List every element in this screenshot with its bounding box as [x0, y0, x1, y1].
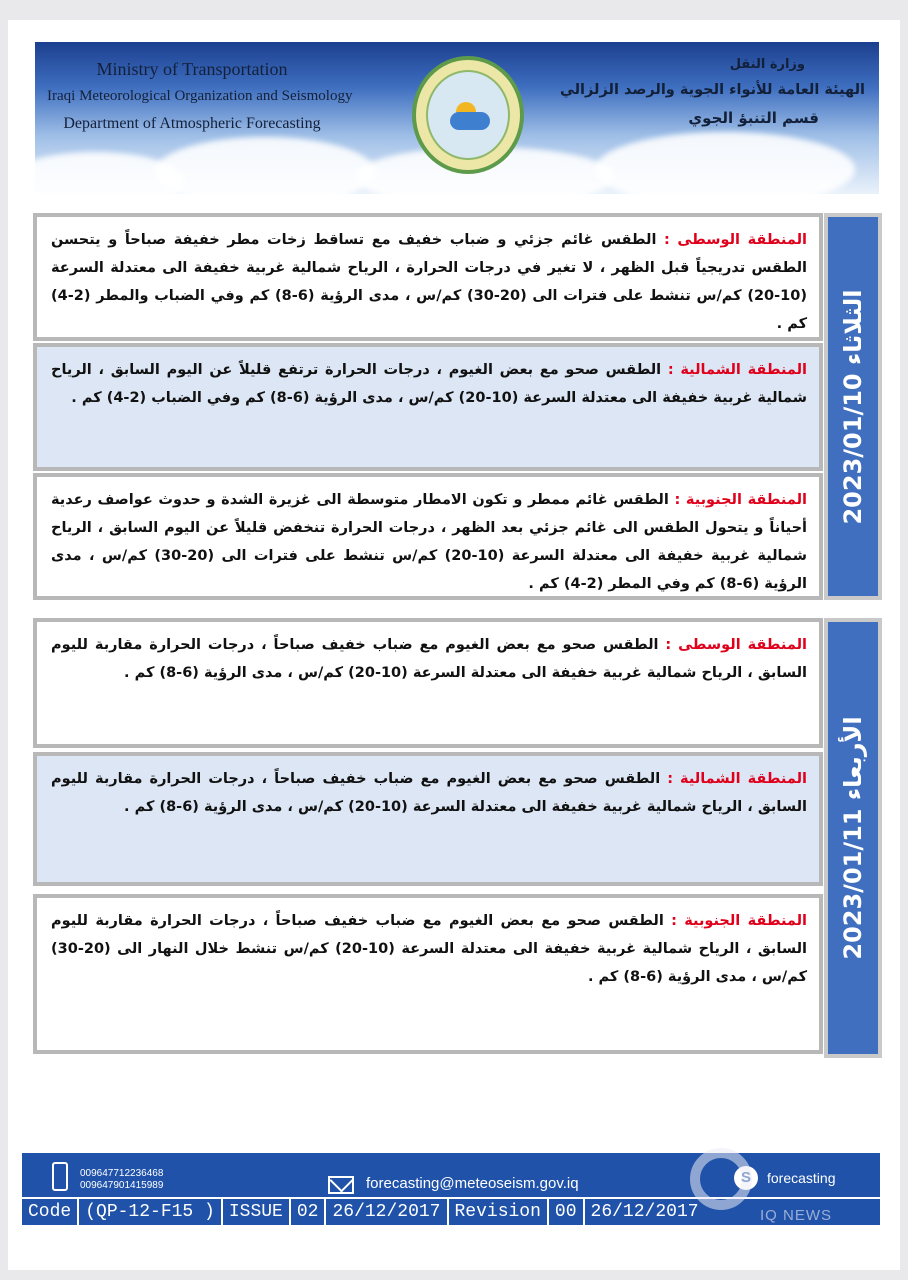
organization-name-en: Iraqi Meteorological Organization and Seismology: [47, 88, 353, 104]
forecast-day-2: [33, 618, 882, 1058]
header-english: [47, 56, 353, 137]
header-arabic: [559, 54, 865, 132]
ministry-name-en: Ministry of Transportation: [96, 59, 288, 79]
logo-emblem: [426, 70, 510, 160]
region-title: المنطقة الجنوبية :: [671, 913, 807, 929]
region-title: المنطقة الشمالية :: [667, 362, 807, 378]
organization-name-ar: الهيئة العامة للأنواء الجوية والرصد الزلزالي: [559, 82, 865, 98]
department-name-en: Department of Atmospheric Forecasting: [63, 115, 321, 132]
revision-date: 26/12/2017: [590, 1202, 699, 1222]
forecast-page: [8, 20, 900, 1270]
region-title: المنطقة الجنوبية :: [674, 492, 807, 508]
revision-number: 00: [549, 1199, 585, 1225]
date-label: الثلاثاء 2023/01/10: [839, 288, 867, 525]
region-box-south: [33, 894, 823, 1054]
phone-number: 009647901415989: [80, 1180, 164, 1191]
region-box-north: [33, 343, 823, 471]
document-code-row: [22, 1197, 880, 1225]
code-value: (QP-12-F15 ): [79, 1199, 223, 1225]
phone-numbers: [80, 1168, 163, 1192]
issue-label: ISSUE: [223, 1199, 291, 1225]
region-title: المنطقة الوسطى :: [664, 232, 807, 248]
region-forecast-text: الطقس غائم جزئي و ضباب خفيف مع تساقط زخات مطر خفيفة صباحاً و يتحسن الطقس تدريجياً قبل الظهر ، لا تغير في درجات الحرارة ، الرياح شمالية غربية خفيفة الى معتدلة السرعة (10-20) كم/س تنشط على فترات الى (20-30) كم/س ، مدى الرؤية (6-8) كم وفي الضباب والمطر (2-4) كم .: [51, 232, 807, 332]
issue-date: 26/12/2017: [326, 1199, 448, 1225]
issue-number: 02: [291, 1199, 327, 1225]
skype-handle: forecasting: [767, 1170, 836, 1186]
cloud-decoration: [155, 137, 375, 194]
department-name-ar: قسم التنبؤ الجوي: [688, 109, 819, 127]
organization-logo: [412, 56, 524, 174]
mail-icon: [328, 1176, 354, 1194]
contact-footer: [22, 1153, 880, 1225]
skype-icon: S: [734, 1166, 758, 1190]
cloud-icon: [450, 112, 490, 130]
watermark-logo: [690, 1148, 752, 1210]
region-box-south: [33, 473, 823, 600]
header-banner: [35, 42, 879, 194]
code-label: Code: [22, 1199, 79, 1225]
region-title: المنطقة الشمالية :: [667, 771, 807, 787]
region-forecast-text: الطقس صحو مع بعض الغيوم مع ضباب خفيف صباحاً ، درجات الحرارة مقاربة لليوم السابق ، الرياح شمالية غربية خفيفة الى معتدلة السرعة (10-20) كم/س ، مدى الرؤية (6-8) كم .: [51, 637, 807, 681]
phone-icon: [52, 1162, 68, 1191]
region-forecast-text: الطقس صحو مع بعض الغيوم ، درجات الحرارة ترتفع قليلاً عن اليوم السابق ، الرياح شمالية غربية خفيفة الى معتدلة السرعة (10-20) كم/س ، مدى الرؤية (6-8) كم وفي الضباب (2-4) كم .: [51, 362, 807, 406]
revision-label: Revision: [449, 1199, 549, 1225]
region-title: المنطقة الوسطى :: [665, 637, 807, 653]
email-address[interactable]: forecasting@meteoseism.gov.iq: [366, 1175, 579, 1192]
region-box-central: [33, 213, 823, 341]
phone-number: 009647712236468: [80, 1168, 164, 1179]
ministry-name-ar: وزارة النقل: [729, 57, 805, 72]
date-label: الأربعاء 2023/01/11: [839, 716, 867, 960]
region-forecast-text: الطقس صحو مع بعض الغيوم مع ضباب خفيف صباحاً ، درجات الحرارة مقاربة لليوم السابق ، الرياح شمالية غربية خفيفة الى معتدلة السرعة (10-20) كم/س تنشط خلال النهار الى (20-30) كم/س ، مدى الرؤية (6-8) كم .: [51, 913, 807, 985]
date-tab: [824, 618, 882, 1058]
region-forecast-text: الطقس صحو مع بعض الغيوم مع ضباب خفيف صباحاً ، درجات الحرارة مقاربة لليوم السابق ، الرياح شمالية غربية خفيفة الى معتدلة السرعة (10-20) كم/س ، مدى الرؤية (6-8) كم .: [51, 771, 807, 815]
region-forecast-text: الطقس غائم ممطر و تكون الامطار متوسطة الى غزيرة الشدة و حدوث عواصف رعدية أحياناً و يتحول الطقس الى غائم جزئي بعد الظهر ، درجات الحرارة تنخفض قليلاً عن اليوم السابق ، الرياح شمالية غربية خفيفة الى معتدلة السرعة (10-20) كم/س تنشط على فترات الى (20-30) كم/س ، مدى الرؤية (6-8) كم وفي المطر (2-4) كم .: [51, 492, 807, 592]
region-box-central: [33, 618, 823, 748]
region-box-north: [33, 752, 823, 886]
cloud-decoration: [595, 132, 855, 194]
date-tab: [824, 213, 882, 600]
watermark-text: IQ NEWS: [760, 1207, 833, 1224]
forecast-day-1: [33, 213, 882, 600]
